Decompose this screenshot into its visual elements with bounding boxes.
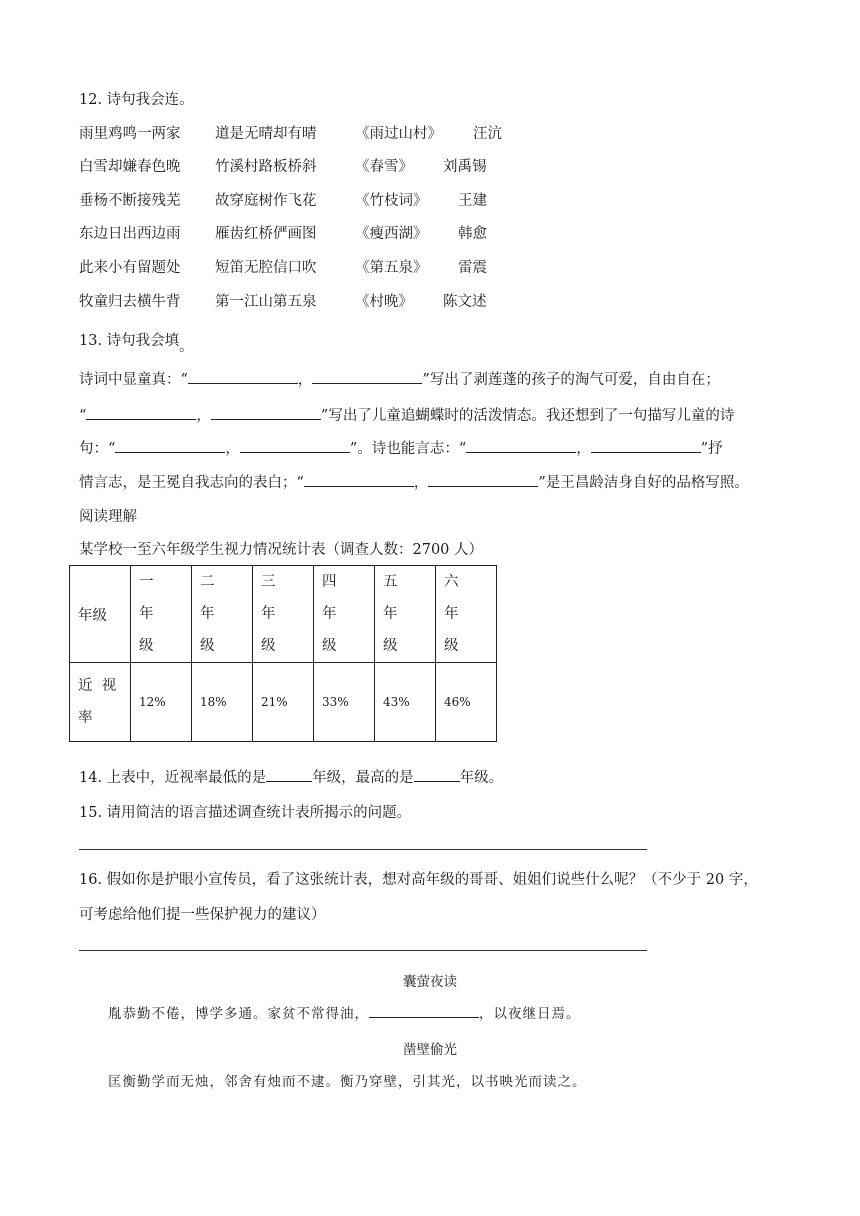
q14-text: 年级。 — [459, 770, 504, 786]
grade-char: 级 — [139, 638, 168, 654]
poem-line-a[interactable]: 牧童归去横牛背 — [79, 294, 181, 310]
poem-line-a[interactable]: 此来小有留题处 — [79, 260, 181, 276]
poem-title[interactable]: 《春雪》 — [355, 159, 413, 175]
grade-cell — [192, 566, 253, 663]
q13-text: 情言志，是王冕自我志向的表白；“ — [79, 475, 304, 491]
poem-line-b[interactable]: 竹溪村路板桥斜 — [215, 159, 317, 175]
fill-blank-lowest[interactable] — [266, 766, 312, 782]
grade-char: 三 — [261, 574, 290, 590]
story-title: 囊萤夜读 — [403, 974, 457, 990]
poem-line-b[interactable]: 雁齿红桥俨画图 — [215, 226, 317, 242]
q13-text: ”是王昌龄洁身自好的品格写照。 — [538, 475, 749, 491]
q13-text: ， — [196, 408, 211, 424]
q13-text: 诗词中显童真：“ — [79, 372, 188, 388]
grade-char: 级 — [322, 638, 351, 654]
rate-cell: 43% — [375, 663, 436, 742]
q14-text: 14. 上表中，近视率最低的是 — [79, 770, 267, 786]
poem-title[interactable]: 《第五泉》 — [355, 260, 428, 276]
fill-blank-highest[interactable] — [414, 766, 460, 782]
grade-char: 级 — [444, 638, 473, 654]
poet-name[interactable]: 雷震 — [458, 260, 487, 276]
poem-title[interactable]: 《竹枝词》 — [355, 193, 428, 209]
q13-text: ， — [225, 441, 240, 457]
q13-line-4 — [79, 471, 749, 492]
rate-cell: 46% — [436, 663, 497, 742]
story-text: 匡衡勤学而无烛，邻舍有烛而不逮。衡乃穿壁，引其光，以书映光而读之。 — [108, 1074, 587, 1090]
poem-line-a[interactable]: 东边日出西边雨 — [79, 226, 181, 242]
fill-blank[interactable] — [86, 404, 196, 420]
q14 — [79, 766, 503, 787]
fill-blank[interactable] — [369, 1002, 479, 1018]
q13-text: ， — [576, 441, 591, 457]
q13-text: 句：“ — [79, 441, 116, 457]
poet-name[interactable]: 陈文述 — [443, 294, 487, 310]
q13-text: ”写出了剥莲蓬的孩子的淘气可爱，自由自在； — [422, 372, 720, 388]
q13-title-dot: 。 — [179, 339, 194, 355]
grade-char: 年 — [261, 606, 290, 622]
q16-line-1: 16. 假如你是护眼小宣传员，看了这张统计表，想对高年级的哥哥、姐姐们说些什么呢？（不少于 20 字， — [79, 872, 758, 888]
grade-char: 级 — [261, 638, 290, 654]
poem-title[interactable]: 《村晚》 — [355, 294, 413, 310]
story-text-part: ，以夜继日焉。 — [479, 1006, 581, 1022]
poem-line-a[interactable]: 垂杨不断接残芜 — [79, 193, 181, 209]
fill-blank[interactable] — [240, 437, 350, 453]
poem-line-b[interactable]: 道是无晴却有晴 — [215, 126, 317, 142]
vision-stats-table — [69, 565, 497, 742]
fill-blank[interactable] — [211, 404, 321, 420]
grade-char: 四 — [322, 574, 351, 590]
fill-blank[interactable] — [466, 437, 576, 453]
grade-char: 五 — [383, 574, 412, 590]
poem-line-b[interactable]: 第一江山第五泉 — [215, 294, 317, 310]
rate-cell: 18% — [192, 663, 253, 742]
grade-char: 年 — [200, 606, 229, 622]
grade-char: 级 — [200, 638, 229, 654]
rate-cell: 33% — [314, 663, 375, 742]
poem-line-b[interactable]: 短笛无腔信口吹 — [215, 260, 317, 276]
story-title: 凿壁偷光 — [403, 1042, 457, 1058]
fill-blank[interactable] — [115, 437, 225, 453]
grade-char: 六 — [444, 574, 473, 590]
poem-title[interactable]: 《瘦西湖》 — [355, 226, 428, 242]
q13-line-2 — [79, 404, 734, 425]
poet-name[interactable]: 汪沆 — [473, 126, 502, 142]
q13-text: ， — [297, 372, 313, 388]
fill-blank[interactable] — [312, 368, 422, 384]
table-header-row — [70, 566, 497, 663]
q13-line-3 — [79, 437, 723, 458]
table-value-row — [70, 663, 497, 742]
poet-name[interactable]: 王建 — [458, 193, 487, 209]
answer-line[interactable] — [79, 849, 647, 850]
poet-name[interactable]: 韩愈 — [458, 226, 487, 242]
poem-line-a[interactable]: 白雪却嫌春色晚 — [79, 159, 181, 175]
fill-blank[interactable] — [188, 368, 298, 384]
fill-blank[interactable] — [591, 437, 701, 453]
grade-char: 年 — [139, 606, 168, 622]
grade-cell — [253, 566, 314, 663]
q16-line-2: 可考虑给他们提一些保护视力的建议） — [79, 907, 326, 923]
grade-cell — [131, 566, 192, 663]
q13-title — [79, 329, 194, 355]
q13-line-1 — [79, 368, 720, 389]
poem-line-b[interactable]: 故穿庭树作飞花 — [215, 193, 317, 209]
q13-text: ”抒 — [700, 441, 723, 457]
grade-char: 二 — [200, 574, 229, 590]
grade-cell — [314, 566, 375, 663]
q15-text: 15. 请用简洁的语言描述调查统计表所揭示的问题。 — [79, 805, 412, 821]
row-header-cell: 年级 — [70, 566, 131, 663]
q13-text: ”写出了儿童追蝴蝶时的活泼情态。我还想到了一句描写儿童的诗 — [320, 408, 735, 424]
q13-text: ， — [413, 475, 429, 491]
q13-title-text: 13. 诗句我会填 — [79, 333, 180, 349]
fill-blank[interactable] — [428, 471, 538, 487]
fill-blank[interactable] — [304, 471, 414, 487]
rate-cell: 12% — [131, 663, 192, 742]
grade-char: 年 — [383, 606, 412, 622]
grade-char: 年 — [322, 606, 351, 622]
grade-char: 一 — [139, 574, 168, 590]
grade-cell — [436, 566, 497, 663]
poem-title[interactable]: 《雨过山村》 — [355, 126, 442, 142]
poet-name[interactable]: 刘禹锡 — [443, 159, 487, 175]
grade-cell — [375, 566, 436, 663]
rate-label-cell — [70, 663, 131, 742]
q14-text: 年级，最高的是 — [312, 770, 414, 786]
poem-line-a[interactable]: 雨里鸡鸣一两家 — [79, 126, 181, 142]
q13-text: ”。诗也能言志：“ — [349, 441, 467, 457]
q13-text: “ — [79, 408, 87, 424]
table-caption: 某学校一至六年级学生视力情况统计表（调查人数：2700 人） — [79, 542, 484, 558]
answer-line[interactable] — [79, 950, 647, 951]
section-heading: 阅读理解 — [79, 509, 137, 525]
q12-title: 12. 诗句我会连。 — [79, 92, 194, 108]
grade-char: 年 — [444, 606, 473, 622]
story-text — [108, 1002, 581, 1022]
grade-char: 级 — [383, 638, 412, 654]
rate-cell: 21% — [253, 663, 314, 742]
rate-label-line: 率 — [78, 710, 93, 726]
rate-label-line: 近 视 — [78, 678, 117, 694]
story-text-part: 胤恭勤不倦，博学多通。家贫不常得油， — [108, 1006, 369, 1022]
